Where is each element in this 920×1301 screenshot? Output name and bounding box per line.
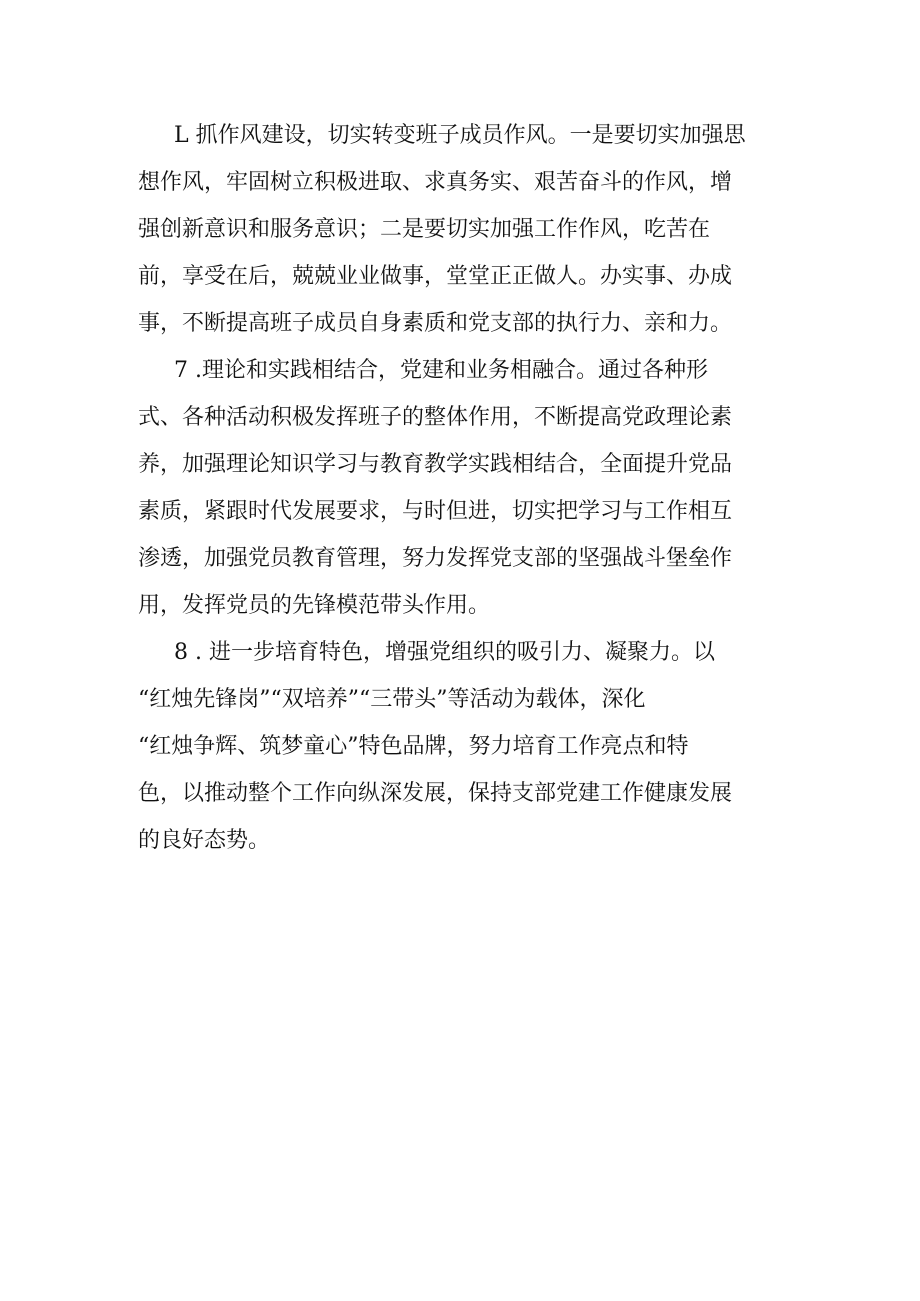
paragraph-line: 前，享受在后，兢兢业业做事，堂堂正正做人。办实事、办成 [138,264,733,289]
document-body [138,112,778,864]
paragraph-line: 想作风，牢固树立积极进取、求真务实、艰苦奋斗的作风，增 [138,170,733,195]
paragraph-line: 用，发挥党员的先锋模范带头作用。 [138,593,491,618]
paragraph-line: L 抓作风建设，切实转变班子成员作风。一是要切实加强思 [174,123,746,148]
paragraph-line: 养，加强理论知识学习与教育教学实践相结合，全面提升党品 [138,452,733,477]
paragraph-line: 强创新意识和服务意识；二是要切实加强工作作风，吃苦在 [138,217,711,242]
paragraph-cultivate-features [138,629,778,864]
paragraph-line: 素质，紧跟时代发展要求，与时但进，切实把学习与工作相互 [138,499,733,524]
paragraph-line: 渗透，加强党员教育管理，努力发挥党支部的坚强战斗堡垒作 [138,546,733,571]
paragraph-line: 7 .理论和实践相结合，党建和业务相融合。通过各种形 [174,358,708,383]
paragraph-line: 事，不断提高班子成员自身素质和党支部的执行力、亲和力。 [138,311,733,336]
paragraph-line: 式、各种活动积极发挥班子的整体作用，不断提高党政理论素 [138,405,733,430]
paragraph-work-style [138,112,778,347]
paragraph-line: 色，以推动整个工作向纵深发展，保持支部党建工作健康发展 [138,781,733,806]
paragraph-line: 8 . 进一步培育特色，增强党组织的吸引力、凝聚力。以 [174,640,715,665]
paragraph-theory-practice [138,347,778,629]
paragraph-line: 的良好态势。 [138,828,271,853]
paragraph-line: “红烛先锋岗”“双培养”“三带头”等活动为载体，深化 [138,687,646,712]
paragraph-line: “红烛争辉、筑梦童心”特色品牌，努力培育工作亮点和特 [138,734,689,759]
